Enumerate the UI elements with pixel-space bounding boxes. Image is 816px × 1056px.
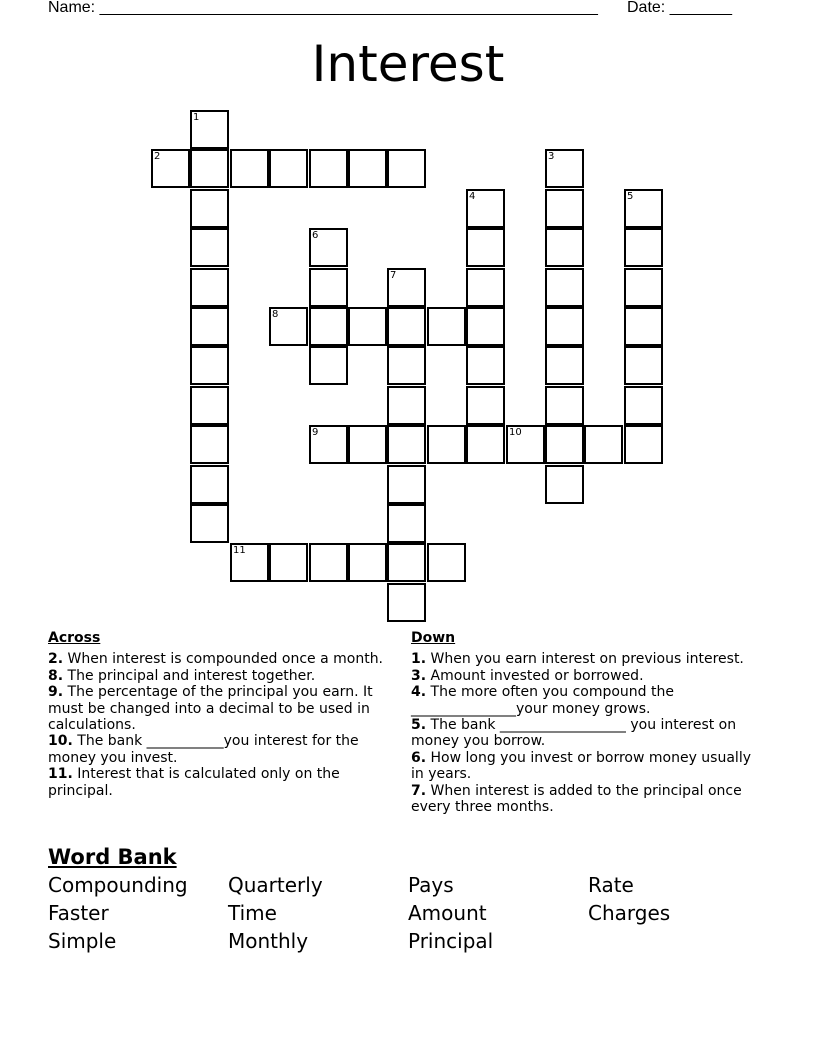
- grid-cell[interactable]: [427, 543, 466, 582]
- grid-cell[interactable]: [624, 425, 663, 464]
- cell-number: 7: [390, 270, 397, 281]
- grid-cell[interactable]: [545, 149, 584, 188]
- cell-number: 9: [312, 427, 319, 438]
- clue-text: The more often you compound the _______________your money grows.: [411, 684, 674, 717]
- word-bank-item: Simple: [48, 929, 117, 953]
- down-heading: Down: [411, 630, 456, 646]
- grid-cell[interactable]: [466, 189, 505, 228]
- clue-number: 10.: [48, 733, 73, 750]
- word-bank-item: Amount: [408, 901, 487, 925]
- grid-cell[interactable]: [269, 307, 308, 346]
- grid-cell[interactable]: [348, 425, 387, 464]
- grid-cell[interactable]: [387, 346, 426, 385]
- grid-cell[interactable]: [624, 268, 663, 307]
- clue-number: 5.: [411, 717, 427, 734]
- grid-cell[interactable]: [624, 228, 663, 267]
- clue-text: The bank __________________ you interest on money you borrow.: [411, 717, 737, 750]
- clue-number: 4.: [411, 684, 427, 701]
- word-bank-item: Faster: [48, 901, 109, 925]
- grid-cell[interactable]: [387, 307, 426, 346]
- grid-cell[interactable]: [427, 307, 466, 346]
- grid-cell[interactable]: [309, 425, 348, 464]
- cell-number: 2: [154, 151, 161, 162]
- clue-number: 6.: [411, 749, 427, 766]
- word-bank-item: Time: [228, 901, 277, 925]
- grid-cell[interactable]: [190, 346, 229, 385]
- grid-cell[interactable]: [348, 307, 387, 346]
- grid-cell[interactable]: [466, 268, 505, 307]
- grid-cell[interactable]: [387, 425, 426, 464]
- clue-number: 9.: [48, 684, 64, 701]
- cell-number: 11: [233, 545, 246, 556]
- date-field[interactable]: Date: _______: [627, 0, 732, 16]
- clue-across-10: [48, 733, 398, 766]
- clue-down-1: [411, 651, 761, 667]
- grid-cell[interactable]: [190, 149, 229, 188]
- grid-cell[interactable]: [387, 465, 426, 504]
- grid-cell[interactable]: [190, 189, 229, 228]
- grid-cell[interactable]: [387, 543, 426, 582]
- word-bank-item: Charges: [588, 901, 671, 925]
- grid-cell[interactable]: [545, 425, 584, 464]
- grid-cell[interactable]: [387, 386, 426, 425]
- word-bank-item: Rate: [588, 873, 634, 897]
- grid-cell[interactable]: [348, 543, 387, 582]
- across-heading: Across: [48, 630, 101, 646]
- grid-cell[interactable]: [309, 268, 348, 307]
- grid-cell[interactable]: [309, 543, 348, 582]
- down-clue-list: [411, 651, 761, 815]
- grid-cell[interactable]: [545, 346, 584, 385]
- grid-cell[interactable]: [309, 346, 348, 385]
- clue-number: 7.: [411, 782, 427, 799]
- grid-cell[interactable]: [190, 425, 229, 464]
- clue-number: 11.: [48, 766, 73, 783]
- clue-across-8: [48, 668, 398, 684]
- word-bank-item: Pays: [408, 873, 454, 897]
- grid-cell[interactable]: [466, 386, 505, 425]
- grid-cell[interactable]: [309, 228, 348, 267]
- word-bank-item: Monthly: [228, 929, 309, 953]
- grid-cell[interactable]: [190, 465, 229, 504]
- cell-number: 6: [312, 230, 319, 241]
- clue-text: Interest that is calculated only on the principal.: [48, 766, 340, 799]
- clue-text: When interest is added to the principal once every three months.: [411, 782, 742, 816]
- grid-cell[interactable]: [309, 149, 348, 188]
- grid-cell[interactable]: [506, 425, 545, 464]
- grid-cell[interactable]: [466, 228, 505, 267]
- grid-cell[interactable]: [545, 386, 584, 425]
- clue-text: The principal and interest together.: [63, 667, 316, 684]
- grid-cell[interactable]: [545, 189, 584, 228]
- grid-cell[interactable]: [545, 228, 584, 267]
- clue-down-6: [411, 750, 761, 783]
- grid-cell[interactable]: [466, 307, 505, 346]
- grid-cell[interactable]: [624, 307, 663, 346]
- grid-cell[interactable]: [624, 386, 663, 425]
- down-clues: [411, 630, 761, 815]
- clue-down-7: [411, 783, 761, 816]
- grid-cell[interactable]: [387, 268, 426, 307]
- clue-down-5: [411, 717, 761, 750]
- word-bank-item: Principal: [408, 929, 494, 953]
- grid-cell[interactable]: [151, 149, 190, 188]
- grid-cell[interactable]: [190, 110, 229, 149]
- grid-cell[interactable]: [230, 149, 269, 188]
- grid-cell[interactable]: [624, 346, 663, 385]
- word-bank-item: Quarterly: [228, 873, 323, 897]
- grid-cell[interactable]: [269, 149, 308, 188]
- grid-cell[interactable]: [545, 465, 584, 504]
- clue-number: 8.: [48, 667, 64, 684]
- clue-text: The bank ___________you interest for the money you invest.: [48, 733, 359, 766]
- word-bank-item: Compounding: [48, 873, 188, 897]
- cell-number: 3: [548, 151, 555, 162]
- grid-cell[interactable]: [309, 307, 348, 346]
- clue-text: When you earn interest on previous interest.: [426, 651, 744, 668]
- clue-text: How long you invest or borrow money usually in years.: [411, 749, 751, 783]
- clue-text: Amount invested or borrowed.: [426, 667, 644, 684]
- clue-number: 3.: [411, 667, 427, 684]
- grid-cell[interactable]: [190, 386, 229, 425]
- clue-number: 1.: [411, 651, 427, 668]
- grid-cell[interactable]: [190, 268, 229, 307]
- grid-cell[interactable]: [466, 425, 505, 464]
- cell-number: 5: [627, 191, 634, 202]
- grid-cell[interactable]: [387, 583, 426, 622]
- grid-cell[interactable]: [190, 307, 229, 346]
- cell-number: 8: [272, 309, 279, 320]
- grid-cell[interactable]: [190, 228, 229, 267]
- grid-cell[interactable]: [545, 307, 584, 346]
- page-title: Interest: [311, 35, 505, 93]
- clue-across-9: [48, 684, 398, 733]
- grid-cell[interactable]: [387, 504, 426, 543]
- name-field[interactable]: Name: ________________________________________________________: [48, 0, 598, 16]
- grid-cell[interactable]: [624, 189, 663, 228]
- clue-down-4: [411, 684, 761, 717]
- grid-cell[interactable]: [190, 504, 229, 543]
- grid-cell[interactable]: [427, 425, 466, 464]
- grid-cell[interactable]: [545, 268, 584, 307]
- grid-cell[interactable]: [348, 149, 387, 188]
- clue-across-11: [48, 766, 398, 799]
- grid-cell[interactable]: [466, 346, 505, 385]
- clue-text: The percentage of the principal you earn. It must be changed into a decimal to be used in calculations.: [48, 684, 373, 734]
- word-bank-heading: Word Bank: [48, 845, 177, 869]
- grid-cell[interactable]: [387, 149, 426, 188]
- cell-number: 10: [509, 427, 522, 438]
- grid-cell[interactable]: [230, 543, 269, 582]
- cell-number: 1: [193, 112, 200, 123]
- clue-across-2: [48, 651, 398, 667]
- grid-cell[interactable]: [269, 543, 308, 582]
- across-clues: [48, 630, 398, 799]
- cell-number: 4: [469, 191, 476, 202]
- clue-down-3: [411, 668, 761, 684]
- clue-text: When interest is compounded once a month.: [63, 651, 384, 668]
- grid-cell[interactable]: [584, 425, 623, 464]
- clue-number: 2.: [48, 651, 64, 668]
- across-clue-list: [48, 651, 398, 799]
